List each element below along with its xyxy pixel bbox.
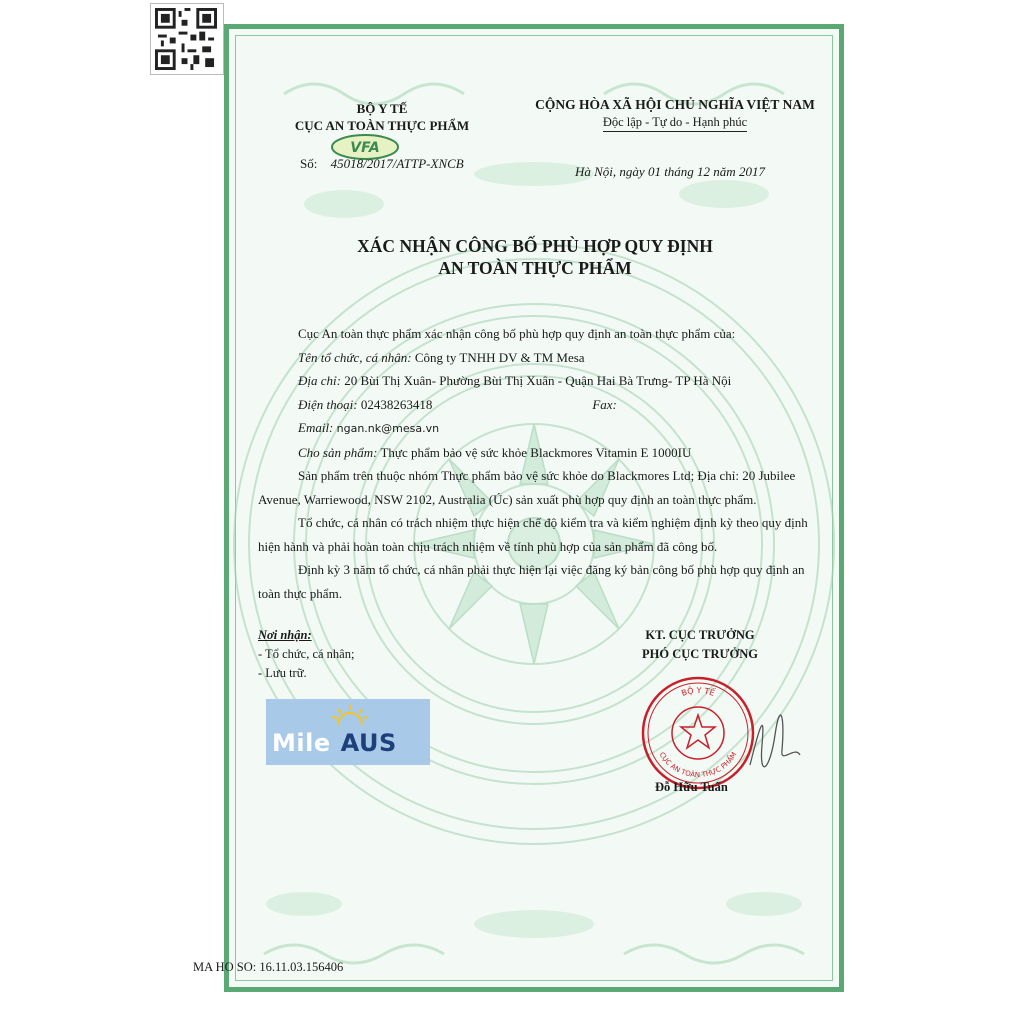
- product-value: Thực phẩm bảo vệ sức khỏe Blackmores Vitamin E 1000IU: [380, 444, 692, 460]
- official-stamp-icon: [640, 675, 756, 791]
- vfa-logo-text: VFA: [350, 140, 380, 156]
- mileaus-logo: [266, 699, 430, 765]
- record-number: MA HO SO: 16.11.03.156406: [193, 960, 344, 974]
- national-header: [505, 97, 845, 132]
- qr-code: [150, 3, 224, 75]
- phone-value: 02438263418: [360, 396, 433, 412]
- stamp-text-top: BỘ Y TẾ: [680, 685, 716, 698]
- address-row: [258, 369, 811, 393]
- phone-label: Điện thoại:: [298, 396, 358, 412]
- ministry-name: BỘ Y TẾ: [356, 101, 408, 116]
- paragraph-responsibility: Tổ chức, cá nhân có trách nhiệm thực hiện chế độ kiểm tra và kiểm nghiệm định kỳ theo quy định hiện hành và phải hoàn toàn chịu trách nhiệm về tính phù hợp của sản phẩm đã công bố.: [258, 515, 808, 554]
- recipients: [258, 626, 354, 683]
- org-label: Tên tổ chức, cá nhân:: [298, 349, 412, 365]
- number-label: Số:: [300, 156, 318, 171]
- phone-row: [258, 393, 811, 417]
- email-row: [258, 416, 811, 441]
- title-line-1: XÁC NHẬN CÔNG BỐ PHÙ HỢP QUY ĐỊNH: [357, 236, 713, 256]
- fax-label: Fax:: [592, 396, 617, 412]
- email-label: Email:: [298, 420, 334, 435]
- signature-title: [610, 626, 790, 664]
- document-number: [300, 156, 464, 172]
- product-label: Cho sản phẩm:: [298, 444, 378, 460]
- issue-date: Hà Nội, ngày 01 tháng 12 năm 2017: [575, 164, 765, 179]
- handwritten-signature-icon: [740, 705, 810, 775]
- paragraph-renewal: Định kỳ 3 năm tổ chức, cá nhân phải thực hiện lại việc đăng ký bản công bố phù hợp quy định an toàn thực phẩm.: [258, 562, 805, 601]
- address-value: 20 Bùi Thị Xuân- Phường Bùi Thị Xuân - Quận Hai Bà Trưng- TP Hà Nội: [344, 373, 732, 388]
- email-value: ngan.nk@mesa.vn: [336, 422, 440, 435]
- number-value: 45018/2017/ATTP-XNCB: [330, 156, 464, 171]
- recipient-item: - Lưu trữ.: [258, 666, 307, 680]
- recipients-heading: Nơi nhận:: [258, 628, 312, 642]
- org-row: [258, 346, 811, 370]
- logo-word-aus: AUS: [340, 729, 397, 757]
- agency-name: CỤC AN TOÀN THỰC PHẨM: [294, 118, 470, 133]
- title-line-2: AN TOÀN THỰC PHẨM: [438, 258, 632, 278]
- certificate-body: [258, 322, 811, 605]
- national-motto: Độc lập - Tự do - Hạnh phúc: [603, 115, 747, 132]
- stamp-text-bottom: CỤC AN TOÀN THỰC PHẨM: [657, 750, 739, 780]
- svg-text:BỘ Y TẾ: [680, 684, 717, 698]
- intro-text: Cục An toàn thực phẩm xác nhận công bố phù hợp quy định an toàn thực phẩm của:: [298, 326, 736, 341]
- paragraph-manufacturer: Sản phẩm trên thuộc nhóm Thực phẩm bảo vệ sức khỏe do Blackmores Ltd; Địa chỉ: 20 Jubilee Avenue, Warriewood, NSW 2102, Australia (Úc) sản xuất phù hợp quy định an toàn thực phẩm.: [258, 468, 796, 507]
- product-row: [258, 441, 811, 465]
- qr-code-icon: [155, 8, 217, 70]
- logo-word-mile: Mile: [272, 729, 331, 757]
- logo-text: [272, 729, 397, 757]
- signature-title-2: PHÓ CỤC TRƯỞNG: [642, 647, 758, 661]
- issuing-agency: [262, 100, 502, 134]
- country-name: CỘNG HÒA XÃ HỘI CHỦ NGHĨA VIỆT NAM: [535, 97, 815, 112]
- signature-title-1: KT. CỤC TRƯỞNG: [645, 628, 755, 642]
- address-label: Địa chỉ:: [298, 373, 341, 388]
- recipient-item: - Tổ chức, cá nhân;: [258, 647, 355, 661]
- page-title: [240, 235, 830, 279]
- signer-name: Đỗ Hữu Tuấn: [655, 780, 728, 794]
- org-value: Công ty TNHH DV & TM Mesa: [414, 349, 585, 365]
